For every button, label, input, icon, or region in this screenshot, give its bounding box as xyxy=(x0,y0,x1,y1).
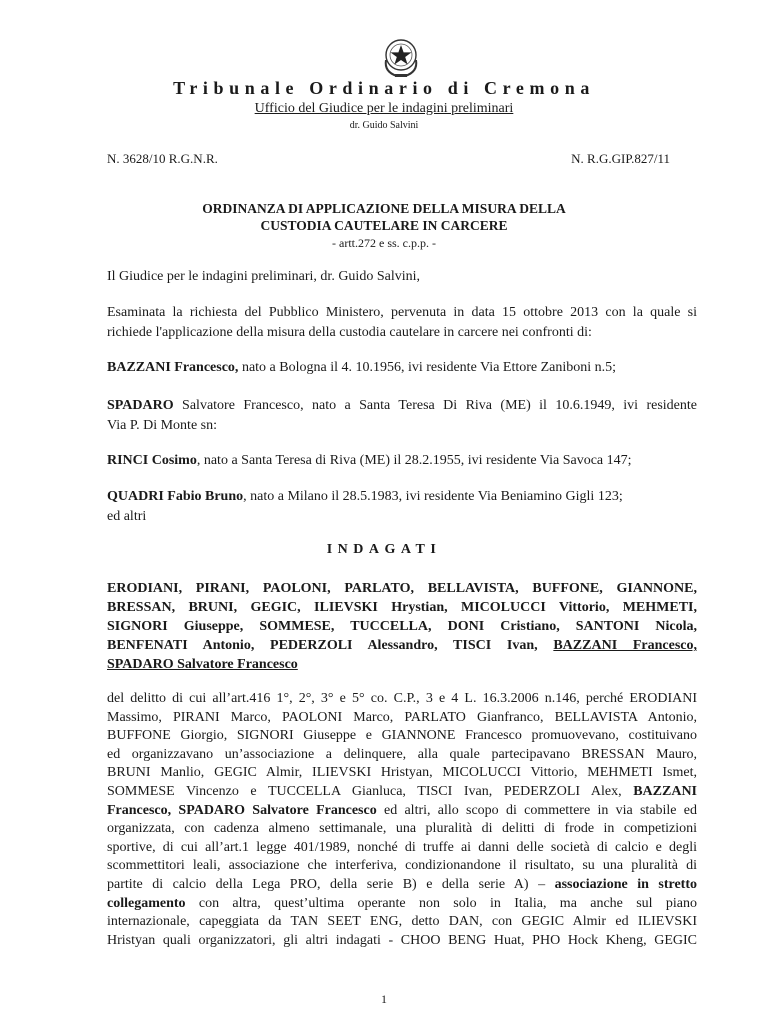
page-number: 1 xyxy=(381,992,387,1006)
judge-name-small: dr. Guido Salvini xyxy=(349,120,419,131)
body-line: ed altri, allo scopo di commettere in via stabile ed xyxy=(376,802,697,818)
body-bold: associazione in stretto xyxy=(554,876,697,892)
person-spadaro xyxy=(107,396,697,436)
person-bazzani xyxy=(107,358,697,378)
request-paragraph xyxy=(107,303,697,343)
indagati-names xyxy=(107,579,697,674)
body-line: ed organizzavano un’associazione a delinquere, alla quale partecipavano BRESSAN Mauro, xyxy=(107,746,697,762)
body-bold: BAZZANI xyxy=(633,783,697,799)
person-details: , nato a Milano il 28.5.1983, ivi residente Via Beniamino Gigli 123; xyxy=(243,489,623,504)
body-line: internazionale, capeggiata da TAN SEET ENG, detto DAN, con GEGIC Almir ed ILIEVSKI xyxy=(107,914,697,930)
person-rinci xyxy=(107,451,697,471)
title-line-1: ORDINANZA DI APPLICAZIONE DELLA MISURA DELLA xyxy=(202,201,566,216)
names-line-5: SPADARO Salvatore Francesco xyxy=(107,657,298,672)
person-details: Salvatore Francesco, nato a Santa Teresa Di Riva (ME) il 10.6.1949, ivi residente xyxy=(173,398,697,413)
body-line: Hristyan quali organizzatori, gli altri indagati - CHOO BENG Huat, PHO Hock Kheng, GEGIC xyxy=(107,932,697,948)
italian-republic-emblem-icon xyxy=(380,34,422,80)
intro-text: Il Giudice per le indagini preliminari, dr. Guido Salvini, xyxy=(107,269,420,284)
names-line-4a: BENFENATI Antonio, PEDERZOLI Alessandro, TISCI Ivan, xyxy=(107,638,554,653)
person-details: nato a Bologna il 4. 10.1956, ivi residente Via Ettore Zaniboni n.5; xyxy=(238,360,617,375)
body-line: scommettitori leali, associazione che interferiva, condizionandone il risultato, su una pluralità di xyxy=(107,858,697,874)
body-line: partite di calcio della Lega PRO, della serie B) e della serie A) – xyxy=(107,876,555,892)
case-number-gip: N. R.G.GIP.827/11 xyxy=(571,151,670,166)
title-line-2: CUSTODIA CAUTELARE IN CARCERE xyxy=(260,218,508,233)
names-line-1: ERODIANI, PIRANI, PAOLONI, PARLATO, BELLAVISTA, BUFFONE, GIANNONE, xyxy=(107,581,697,596)
intro-paragraph xyxy=(107,267,697,287)
person-name: RINCI Cosimo xyxy=(107,453,197,468)
charge-paragraph xyxy=(107,690,697,950)
body-bold: Francesco, SPADARO Salvatore Francesco xyxy=(107,802,377,818)
names-line-2: BRESSAN, BRUNI, GEGIC, ILIEVSKI Hrystian, MICOLUCCI Vittorio, MEHMETI, xyxy=(107,600,697,615)
body-line: del delitto di cui all’art.416 1°, 2°, 3° e 5° co. C.P., 3 e 4 L. 16.3.2006 n.146, perché ERODIANI xyxy=(107,691,697,706)
person-details-cont: ed altri xyxy=(107,509,147,524)
body-line: con altra, quest’ultima operante non solo in Italia, ma anche sul piano xyxy=(185,895,697,911)
body-line: organizzata, con cadenza almeno settimanale, una pluralità di delitti di frode in competizioni xyxy=(107,821,697,837)
body-line: BRUNI Manlio, GEGIC Almir, ILIEVSKI Hristyan, MICOLUCCI Vittorio, MEHMETI Ismet, xyxy=(107,765,697,781)
office-name: Ufficio del Giudice per le indagini preliminari xyxy=(254,101,514,116)
body-line: BUFFONE Giorgio, SIGNORI Giuseppe e GIANNONE Francesco promuovevano, costituivano xyxy=(107,728,697,744)
person-name: QUADRI Fabio Bruno xyxy=(107,489,244,504)
court-name: Tribunale Ordinario di Cremona xyxy=(173,78,595,98)
person-details: , nato a Santa Teresa di Riva (ME) il 28.2.1955, ivi residente Via Savoca 147; xyxy=(196,453,632,468)
body-line: sportive, di cui all’art.1 legge 401/1989, nonché di truffe ai danni delle società di calcio e degli xyxy=(107,839,697,855)
request-line-1: Esaminata la richiesta del Pubblico Ministero, pervenuta in data 15 ottobre 2013 con la quale si xyxy=(107,305,697,320)
indagati-heading: INDAGATI xyxy=(326,542,442,557)
person-name: SPADARO xyxy=(107,398,174,413)
document-title xyxy=(0,200,768,234)
person-name: BAZZANI Francesco, xyxy=(107,360,239,375)
body-bold: collegamento xyxy=(107,895,186,911)
body-line: Massimo, PIRANI Marco, PAOLONI Marco, PARLATO Gianfranco, BELLAVISTA Antonio, xyxy=(107,709,697,725)
names-line-3: SIGNORI Giuseppe, SOMMESE, TUCCELLA, DONI Cristiano, SANTONI Nicola, xyxy=(107,619,697,634)
case-number-rgnr: N. 3628/10 R.G.N.R. xyxy=(107,151,218,166)
person-details-cont: Via P. Di Monte sn: xyxy=(107,418,217,433)
document-subtitle: - artt.272 e ss. c.p.p. - xyxy=(332,236,436,250)
person-quadri xyxy=(107,487,697,527)
request-line-2: richiede l'applicazione della misura della custodia cautelare in carcere nei confronti di: xyxy=(107,325,592,340)
names-line-4b: BAZZANI Francesco, xyxy=(553,638,697,653)
body-line: SOMMESE Vincenzo e TUCCELLA Gianluca, TISCI Ivan, PEDERZOLI Alex, xyxy=(107,783,634,799)
